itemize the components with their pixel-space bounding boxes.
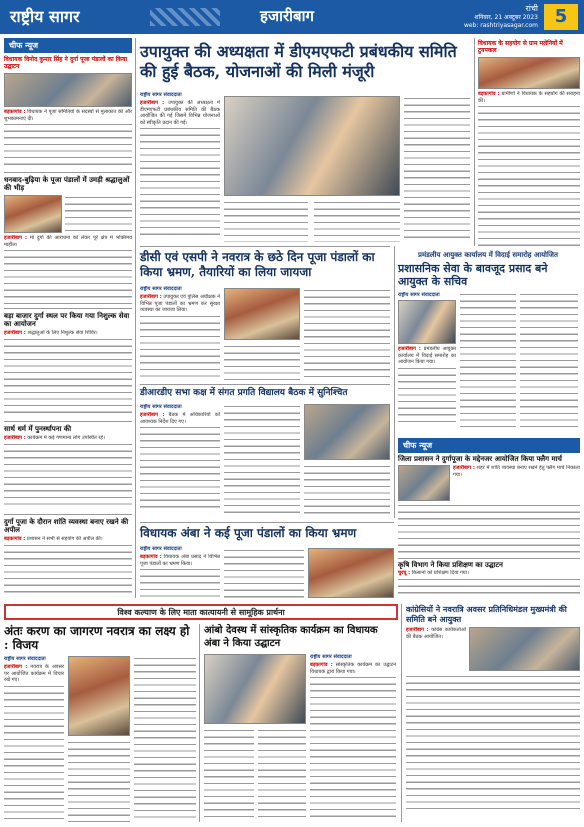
story-kicker: प्रमंडलीय आयुक्त कार्यालय में विदाई समारोह आयोजित (418, 250, 558, 259)
dateline: बड़कागांव : (478, 91, 500, 97)
column-divider (394, 246, 395, 518)
dateline: हजारीबाग : (140, 100, 165, 106)
dateline: हजारीबाग : (406, 627, 429, 633)
story-headline: विधायक अंबा ने कई पूजा पंडालों का किया भ्रमण (140, 526, 357, 540)
column-divider (199, 624, 200, 822)
divider (140, 522, 394, 523)
newspaper-logo: राष्ट्रीय सागर (10, 7, 80, 26)
story-headline: आंबो देवस्थ में सांस्कृतिक कार्यक्रम का विधायक अंबा ने किया उद्घाटन (204, 625, 378, 649)
article-title: जिला प्रशासन ने दुर्गापूजा के मद्देनजर आयोजित किया फ्लैग मार्च (398, 454, 562, 463)
story-text (304, 464, 390, 518)
byline: राष्ट्रीय सागर संवाददाता (140, 92, 182, 98)
dateline: बड़कागांव : (4, 109, 26, 115)
dateline: हजारीबाग : (140, 412, 165, 418)
story-text (204, 728, 254, 822)
main-story-text (404, 96, 470, 242)
byline: राष्ट्रीय सागर संवाददाता (398, 292, 440, 298)
byline: राष्ट्रीय सागर संवाददाता (4, 656, 46, 662)
story-photo (308, 548, 394, 598)
story-photo (68, 656, 130, 736)
article-body: किसानों को प्रशिक्षण दिया गया। (411, 570, 469, 576)
page-number: 5 (544, 4, 578, 30)
dateline: हजारीबाग : (398, 346, 421, 352)
dateline: बड़कागांव : (4, 536, 26, 542)
dateline: हजारीबाग : (4, 664, 28, 670)
story-photo (304, 404, 390, 460)
main-story-photo (224, 96, 400, 196)
story-photo (204, 654, 306, 724)
story-text (68, 740, 130, 822)
article-photo (398, 465, 450, 501)
article-body: कार्यक्रम में कई गणमान्य लोग उपस्थित रहे। (27, 435, 105, 441)
story-headline: अंतः करण का जागरण नवरात्र का लक्ष्य हो : विजय (4, 624, 190, 652)
main-story-col1 (140, 92, 220, 242)
article-body: बैठक में अधिकारियों को आवश्यक निर्देश दिए गए। (140, 412, 220, 425)
byline: राष्ट्रीय सागर संवाददाता (140, 286, 182, 292)
column-divider (474, 38, 475, 246)
article-body: सांस्कृतिक कार्यक्रम का उद्घाटन विधायक द्वारा किया गया। (310, 662, 396, 675)
dateline: बड़कागांव : (140, 554, 162, 560)
dateline: बड़कागांव : (310, 662, 333, 668)
divider (140, 384, 390, 385)
article-body: शहर में शांति व्यवस्था बनाए रखने हेतु फ्लैग मार्च निकाला गया। (453, 465, 580, 478)
story-photo (398, 300, 456, 344)
article-body: विधायक अंबा प्रसाद ने विभिन्न पूजा पंडालों का भ्रमण किया। (140, 554, 220, 567)
story-headline: प्रशासनिक सेवा के बावजूद प्रसाद बने आयुक्त के सचिव (398, 262, 548, 288)
issue-date: शनिवार, 21 अक्टूबर 2023 (474, 14, 538, 21)
article-body: कांग्रेस कार्यकर्ताओं की बैठक आयोजित। (406, 627, 466, 640)
city-name: रांची (525, 4, 538, 13)
story-headline: डीसी एवं एसपी ने नवरात्र के छठे दिन पूजा पंडालों का किया भ्रमण, तैयारियों का लिया जायजा (140, 250, 375, 279)
article-title: कांग्रेसियों ने नवरात्रि अवसर प्रतिनिधिमंडल मुख्यमंत्री की समिति बने आयुक्त (406, 604, 567, 624)
masthead-decoration (150, 8, 220, 26)
story-headline: डीआरडीए सभा कक्ष में संगत प्रगति विद्यालय बैठक में सुनिश्चित (140, 388, 348, 398)
article-photo (478, 57, 580, 89)
byline: राष्ट्रीय सागर संवाददाता (140, 404, 182, 410)
article-title: विधायक विनोद कुमार सिंह ने दुर्गा पूजा पंडालों का किया उद्घाटन (4, 56, 127, 70)
article-title: कृषि विभाग ने किया प्रशिक्षण का उद्घाटन (398, 560, 503, 569)
story-text (520, 292, 578, 432)
dateline: हजारीबाग : (140, 294, 162, 300)
main-headline: उपायुक्त की अध्यक्षता में डीएमएफटी प्रबंधकीय समिति की हुई बैठक, योजनाओं की मिली मंजूरी (140, 42, 457, 81)
website: web: rashtriyasagar.com (463, 22, 538, 29)
article-body: उपायुक्त की अध्यक्षता में डीएमएफटी प्रबंधकीय समिति की बैठक आयोजित की गई जिसमें विभिन्न योजनाओं को स्वीकृति प्रदान की गई। (140, 100, 220, 126)
section-header: चीफ न्यूज (398, 438, 580, 453)
story-text (304, 288, 390, 380)
story-text (224, 548, 304, 598)
column-divider (401, 604, 402, 822)
banner-text: विश्व कल्याण के लिए माता कात्यायनी से सामूहिक प्रार्थना (117, 607, 285, 617)
story-text (460, 292, 516, 432)
article-body: श्रद्धालुओं के लिए निशुल्क सेवा शिविर। (27, 330, 98, 336)
right-column (398, 438, 580, 598)
article-title: सार्थ धर्म में पुनर्स्थापना की (4, 424, 72, 433)
article-body: मां दुर्गा की आराधना को लेकर पूरे क्षेत्र में भक्तिमय माहौल। (4, 235, 132, 248)
divider (140, 246, 390, 247)
article-photo (4, 195, 62, 233)
story-photo (224, 288, 300, 340)
story-text (134, 656, 196, 822)
dateline: हजारीबाग : (4, 330, 26, 336)
article-body: नवरात्र के अवसर पर आयोजित कार्यक्रम में विचार रखे गए। (4, 664, 64, 684)
dateline: हजारीबाग : (4, 235, 27, 241)
edition-name: हजारीबाग (260, 7, 314, 25)
banner (4, 604, 398, 620)
article-title: बड़ा बाजार दुर्गा स्थल पर किया गया निशुल्क सेवा का आयोजन (4, 311, 130, 328)
article-body: उपायुक्त एवं पुलिस अधीक्षक ने विभिन्न पूजा पंडालों का भ्रमण कर सुरक्षा व्यवस्था का जायजा लिया। (140, 294, 220, 314)
article-body: प्रशासन ने सभी से सहयोग की अपील की। (26, 536, 103, 542)
dateline: हजारीबाग : (453, 465, 475, 471)
left-column (4, 38, 132, 598)
article-title: दुर्गा पूजा के दौरान शांति व्यवस्था बनाए रखने की अपील (4, 517, 129, 534)
column-divider (135, 38, 136, 598)
dateline: हजारीबाग : (4, 435, 26, 441)
story-text (258, 728, 306, 822)
byline: राष्ट्रीय सागर संवाददाता (140, 546, 182, 552)
article-body: प्रमंडलीय आयुक्त कार्यालय में विदाई समारोह का आयोजन किया गया। (398, 346, 456, 366)
story-text (224, 344, 300, 380)
article-title: विधायक के सहयोग से ग्राम मलेनियों में टुयपकल (478, 40, 563, 54)
article-body: विधायक ने पूजा समितियों के सदस्यों से मुलाकात की और शुभकामनाएं दीं। (4, 109, 132, 122)
story-text (224, 404, 300, 518)
byline: राष्ट्रीय सागर संवाददाता (310, 654, 352, 660)
main-story-text (314, 200, 400, 242)
section-header: चीफ न्यूज (4, 38, 132, 53)
article-title: धनबाद-बुढ़िया के पूजा पंडालों में उमड़ी श्रद्धालुओं की भीड़ (4, 175, 130, 192)
article-photo (4, 73, 132, 107)
article-photo (469, 627, 580, 671)
article-body: ग्रामीणों ने विधायक के सहयोग की सराहना की। (478, 91, 580, 104)
main-story-text (224, 200, 308, 242)
dateline: चुरचू : (398, 570, 411, 576)
